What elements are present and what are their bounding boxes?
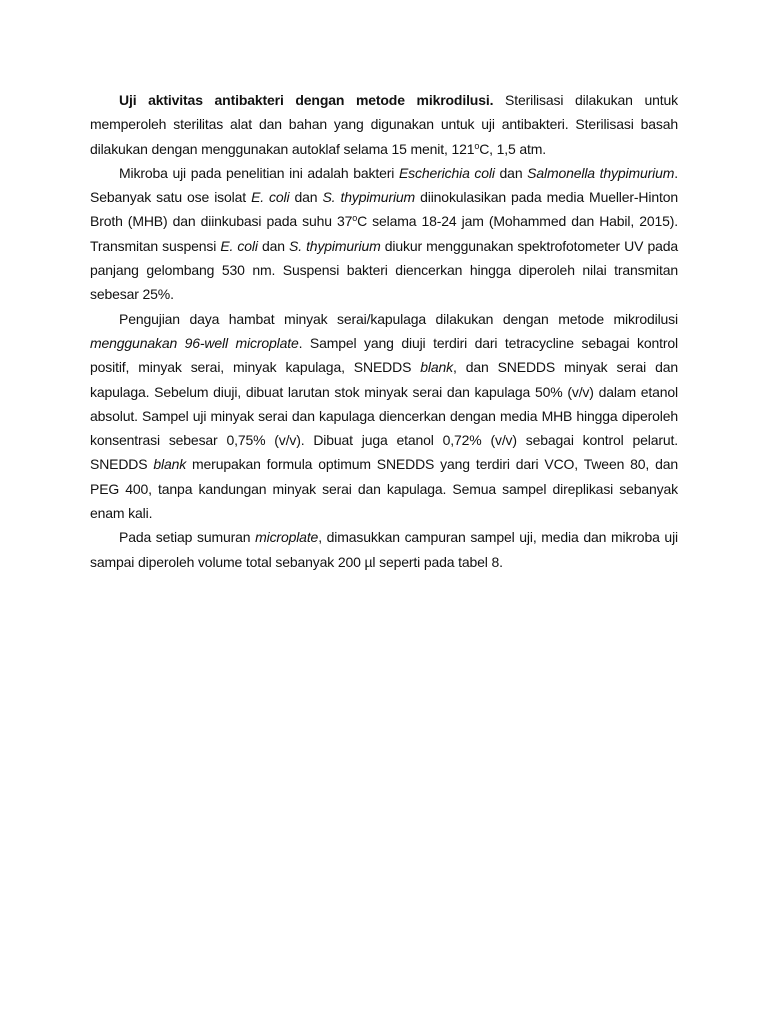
italic-text: blank xyxy=(420,359,453,376)
body-text: dan xyxy=(257,237,289,254)
body-text: Mikroba uji pada penelitian ini adalah bakteri xyxy=(119,164,399,181)
italic-text: blank xyxy=(153,456,187,473)
body-text: . Sampel yang diuji terdiri dari tetracycline sebagai kontrol positif, minyak serai, minyak kapulaga, SNEDDS xyxy=(90,334,679,376)
body-text: Pengujian daya hambat minyak serai/kapulaga dilakukan dengan metode mikrodilusi xyxy=(119,310,678,327)
document-page xyxy=(90,88,678,574)
italic-text: microplate xyxy=(255,529,319,546)
paragraph-inhibition-test xyxy=(90,307,678,526)
body-text: diinokulasikan pada media Mueller-Hinton Broth (MHB) dan diinkubasi pada suhu 37 xyxy=(90,189,678,230)
body-text: dan xyxy=(494,164,528,181)
body-text: Pada setiap sumuran xyxy=(119,529,256,546)
italic-text: E. coli xyxy=(251,189,290,206)
body-text: C selama 18-24 jam (Mohammed dan Habil, 2015). Transmitan suspensi xyxy=(90,213,678,254)
paragraph-microplate-wells xyxy=(90,525,678,574)
section-heading-text: Uji aktivitas antibakteri dengan metode mikrodilusi. xyxy=(119,92,494,108)
body-text: . Sebanyak satu ose isolat xyxy=(90,164,678,206)
degree-superscript: o xyxy=(474,140,480,151)
body-text: , dimasukkan campuran sampel uji, media dan mikroba uji sampai diperoleh volume total sebanyak 200 µl seperti pada tabel 8. xyxy=(90,529,678,570)
italic-text: menggunakan 96-well microplate xyxy=(90,334,299,351)
body-text: , dan SNEDDS minyak serai dan kapulaga. Sebelum diuji, dibuat larutan stok minyak serai dan kapulaga 50% (v/v) dalam etanol absolut. Sampel uji minyak serai dan kapulaga diencerkan dengan media MHB hingga diperoleh konsentrasi sebesar 0,75% (v/v). Dibuat juga etanol 0,72% (v/v) sebagai kontrol pelarut. SNEDDS xyxy=(90,359,678,473)
degree-superscript: o xyxy=(352,213,358,224)
italic-text: Escherichia coli xyxy=(398,164,495,181)
body-text: C, 1,5 atm. xyxy=(479,140,547,157)
paragraph-test-microbes xyxy=(90,161,678,307)
italic-text: S. thypimurium xyxy=(322,189,416,206)
italic-text: E. coli xyxy=(220,237,258,254)
italic-text: S. thypimurium xyxy=(289,237,381,254)
body-text: dan xyxy=(289,189,323,206)
italic-text: Salmonella thypimurium xyxy=(527,164,675,181)
paragraph-sterilization xyxy=(90,88,678,161)
body-text: merupakan formula optimum SNEDDS yang terdiri dari VCO, Tween 80, dan PEG 400, tanpa kandungan minyak serai dan kapulaga. Semua sampel direplikasi sebanyak enam kali. xyxy=(90,456,678,522)
body-text: Sterilisasi dilakukan untuk memperoleh sterilitas alat dan bahan yang digunakan untuk uji antibakteri. Sterilisasi basah dilakukan dengan menggunakan autoklaf selama 15 menit, 121 xyxy=(90,92,678,157)
body-text: diukur menggunakan spektrofotometer UV pada panjang gelombang 530 nm. Suspensi bakteri diencerkan hingga diperoleh nilai transmitan sebesar 25%. xyxy=(90,237,678,303)
